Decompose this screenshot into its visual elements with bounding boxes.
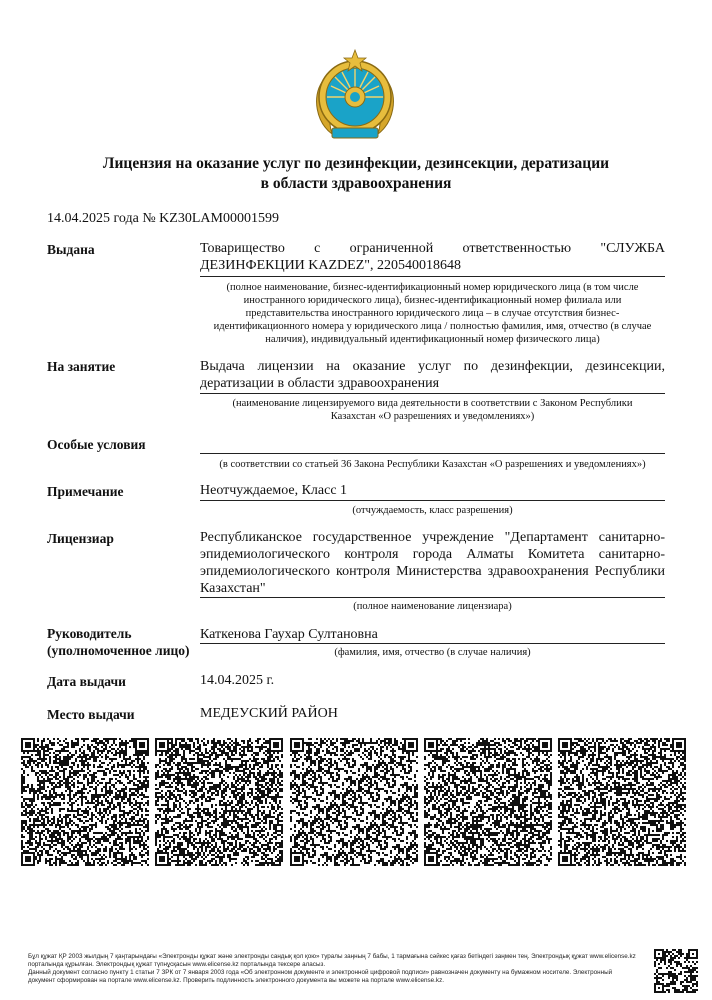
issued-to-hint: (полное наименование, бизнес-идентификационный номер юридического лица (в том числе иностранного юридического лица), бизнес-идентификационный номер филиала или представительства иностранного юридического лица – в случае отсутствия бизнес-идентификационного номера у юридического лица / полностью фамилия, имя, отчество (в случае наличия), индивидуальный идентификационный номер физического лица)	[213, 282, 652, 345]
qr-code-icon	[654, 949, 698, 993]
date-and-number: 14.04.2025 года № KZ30LAM00001599	[47, 211, 279, 226]
qr-code-2	[155, 738, 283, 866]
qr-code-icon	[155, 738, 283, 866]
activity-label: На занятие	[47, 359, 116, 374]
kazakhstan-state-emblem-icon	[302, 42, 408, 148]
special-conditions-rule	[200, 453, 665, 454]
footer-qr-code	[654, 949, 698, 993]
qr-code-icon	[424, 738, 552, 866]
qr-code-icon	[290, 738, 418, 866]
activity-value: Выдача лицензии на оказание услуг по дезинфекции, дезинсекции, дератизации в области здравоохранения	[200, 359, 665, 391]
head-rule	[200, 643, 665, 644]
document-title	[40, 154, 672, 194]
licensor-value: Республиканское государственное учреждение "Департамент санитарно-эпидемиологического контроля города Алматы Комитета санитарно-эпидемиологического контроля Министерства здравоохранения Республики Казахстан"	[200, 530, 665, 596]
activity-rule	[200, 393, 665, 394]
qr-code-4	[424, 738, 552, 866]
head-label: Руководитель (уполномоченное лицо)	[47, 626, 190, 658]
note-label: Примечание	[47, 484, 124, 499]
special-conditions-label: Особые условия	[47, 437, 146, 452]
head-value: Каткенова Гаухар Султановна	[200, 627, 378, 642]
issue-date-label: Дата выдачи	[47, 674, 126, 689]
footer-disclaimer	[28, 953, 640, 985]
footer-line-kazakh: Бұл құжат ҚР 2003 жылдың 7 қаңтарындағы «Электронды құжат және электронды сандық қол қою» туралы заңның 7 бабы, 1 тармағына сәйкес қағаз бетіндегі заңмен тең. Электрондық құжат www.elicense.kz порталында құрылған. Электрондық құжат түпнұсқасын www.elicense.kz порталында тексере аласыз.	[28, 953, 636, 968]
issued-to-rule	[200, 276, 665, 277]
issue-place-label: Место выдачи	[47, 707, 135, 722]
note-hint: (отчуждаемость, класс разрешения)	[352, 505, 513, 516]
head-hint: (фамилия, имя, отчество (в случае наличия)	[334, 647, 531, 658]
note-rule	[200, 500, 665, 501]
licensor-label: Лицензиар	[47, 531, 114, 546]
qr-code-5	[558, 738, 686, 866]
document-title-line-2: в области здравоохранения	[260, 175, 452, 192]
note-value: Неотчуждаемое, Класс 1	[200, 483, 348, 498]
activity-hint: (наименование лицензируемого вида деятельности в соответствии с Законом Республики Казахстан «О разрешениях и уведомлениях»)	[232, 398, 633, 422]
issue-place-value: МЕДЕУСКИЙ РАЙОН	[200, 706, 338, 721]
issue-date-value: 14.04.2025 г.	[200, 673, 275, 688]
qr-code-icon	[21, 738, 149, 866]
qr-code-3	[290, 738, 418, 866]
licensor-hint: (полное наименование лицензиара)	[353, 601, 512, 612]
state-emblem	[302, 42, 408, 148]
qr-code-1	[21, 738, 149, 866]
licensor-rule	[200, 597, 665, 598]
qr-code-icon	[558, 738, 686, 866]
issued-to-value: Товарищество с ограниченной ответственностью "СЛУЖБА ДЕЗИНФЕКЦИИ KAZDEZ", 220540018648	[200, 241, 665, 273]
special-conditions-hint: (в соответствии со статьей 36 Закона Республики Казахстан «О разрешениях и уведомлениях»)	[219, 459, 646, 470]
document-title-line-1: Лицензия на оказание услуг по дезинфекции, дезинсекции, дератизации	[102, 155, 610, 172]
issued-to-label: Выдана	[47, 242, 95, 257]
footer-line-russian: Данный документ согласно пункту 1 статьи 7 ЗРК от 7 января 2003 года «Об электронном документе и электронной цифровой подписи» равнозначен документу на бумажном носителе. Электронный документ сформирован на портале www.elicense.kz. Проверить подлинность электронного документа вы можете на портале www.elicense.kz.	[28, 969, 613, 984]
